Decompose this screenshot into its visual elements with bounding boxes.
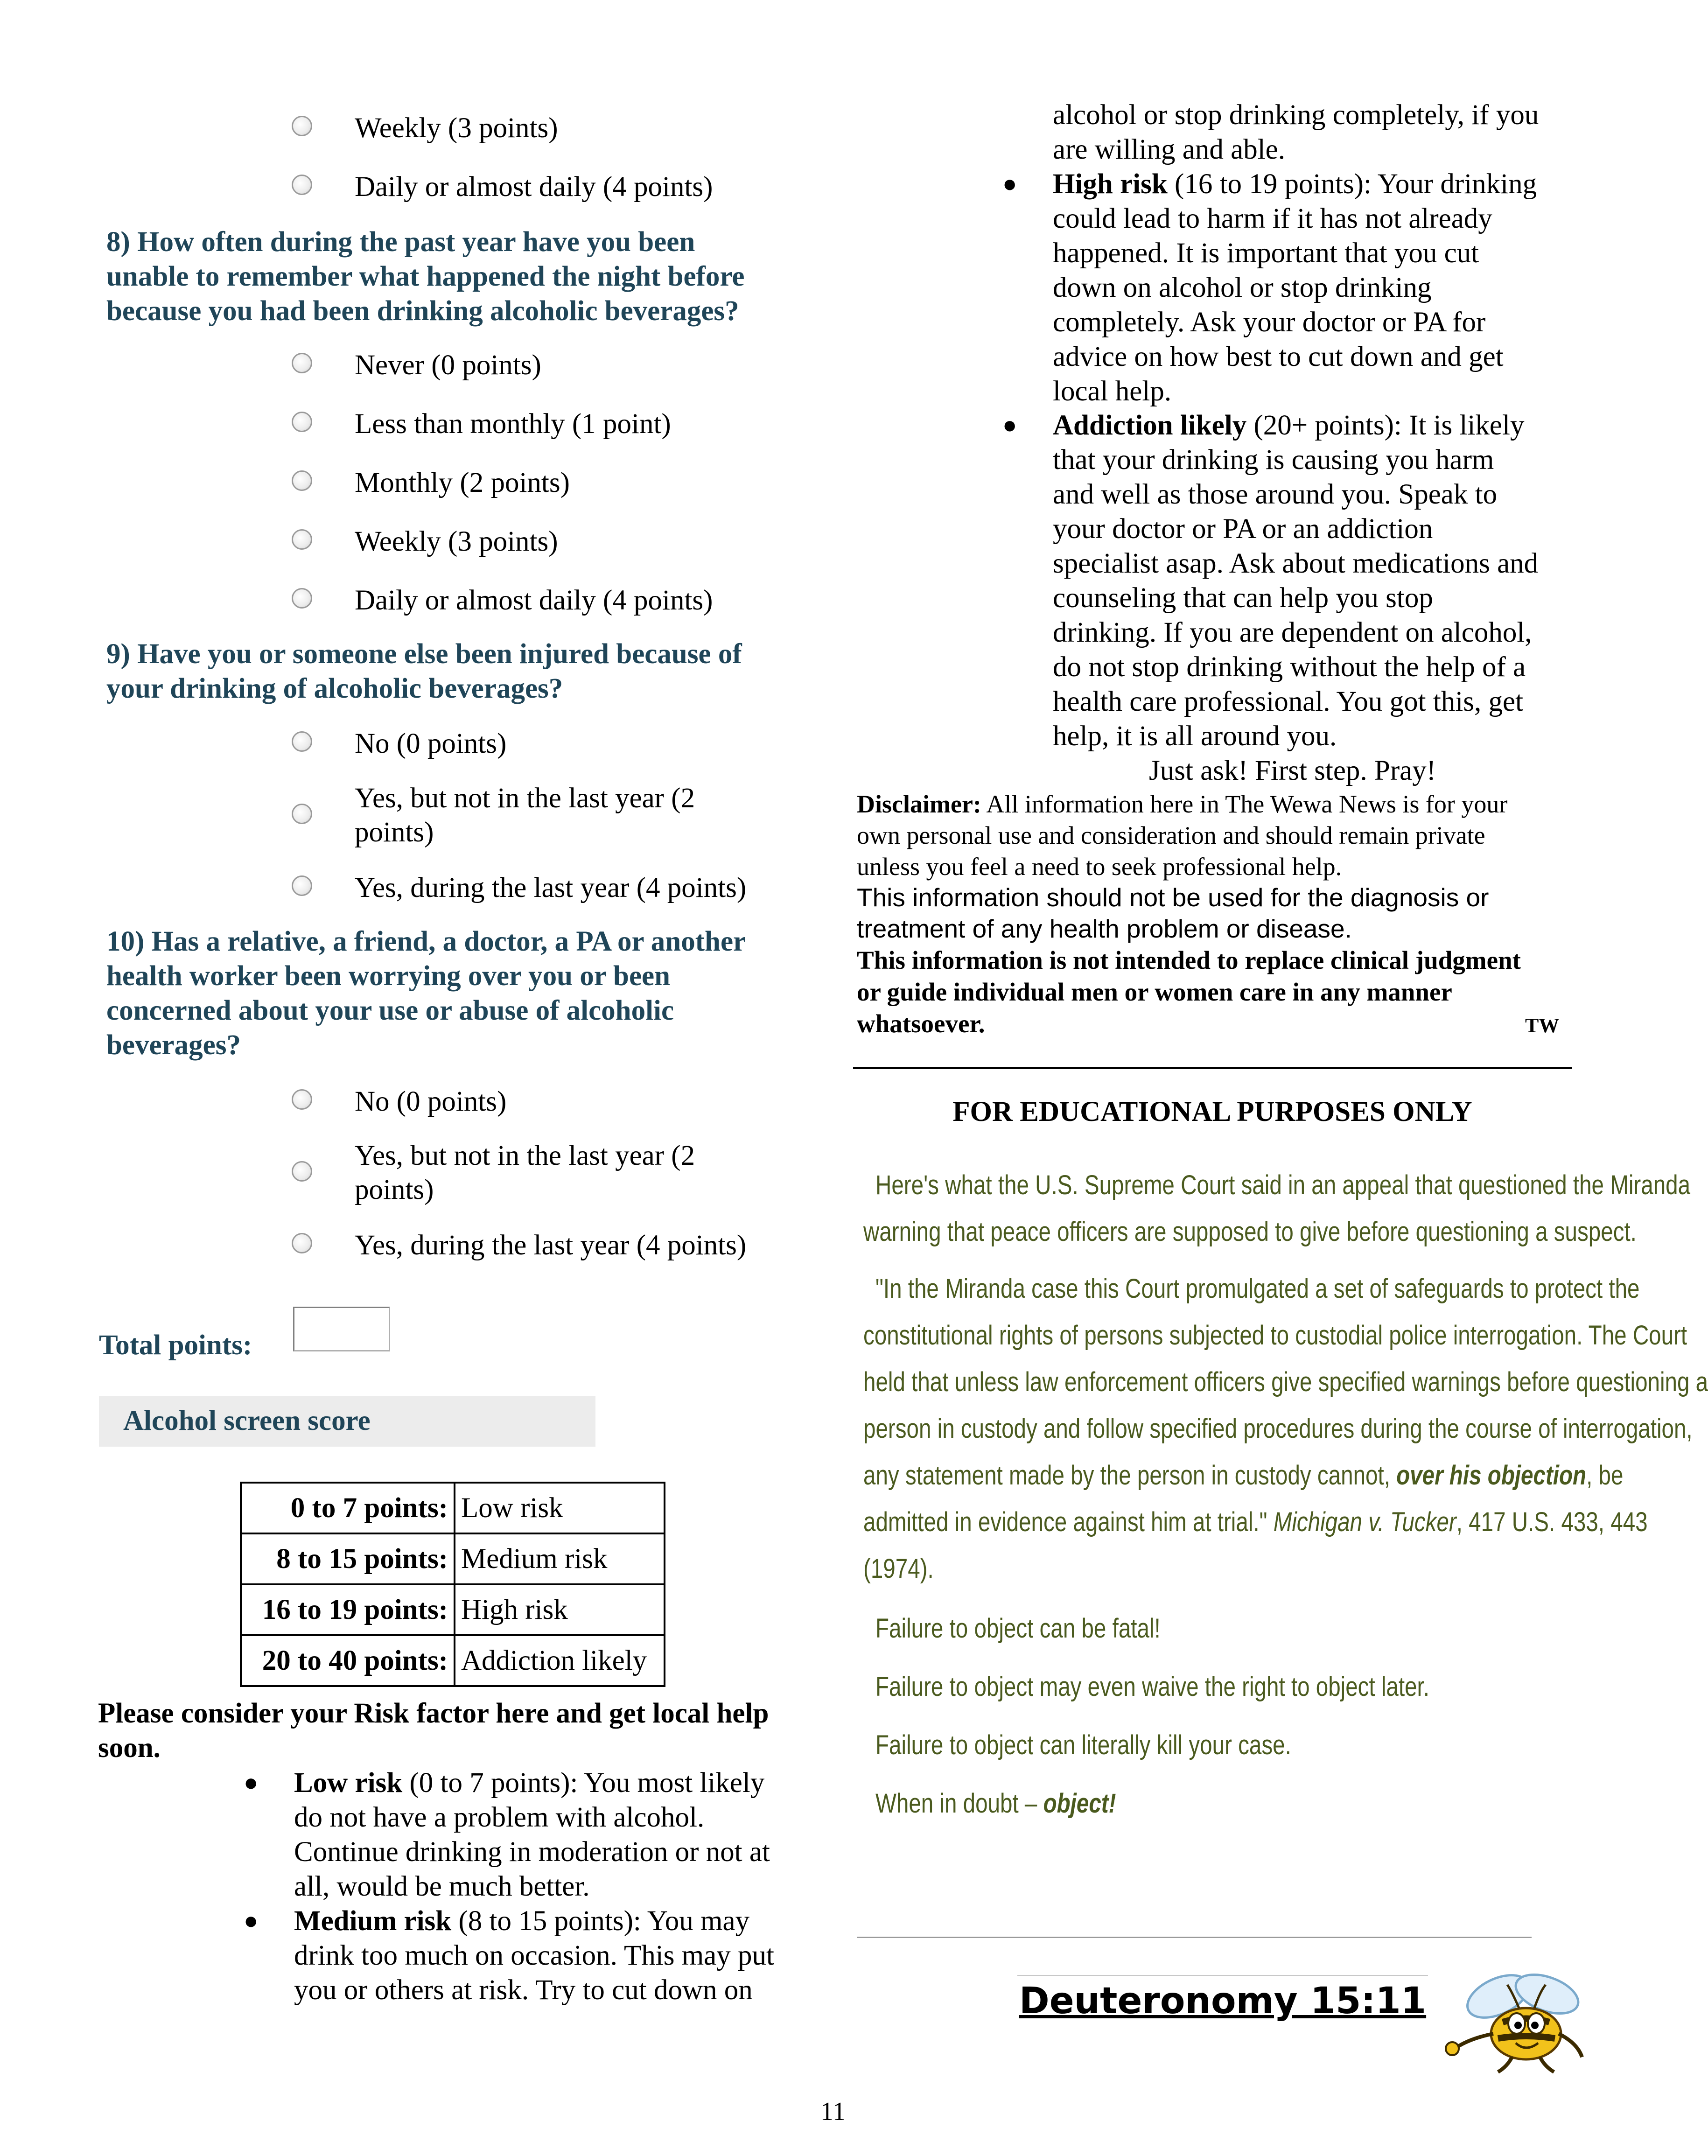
score-header: Alcohol screen score bbox=[123, 1405, 371, 1436]
option-label: Monthly (2 points) bbox=[355, 467, 570, 498]
divider bbox=[853, 1067, 1572, 1069]
image-text-line: When in doubt – object! bbox=[875, 1788, 1116, 1819]
radio-button[interactable] bbox=[292, 353, 312, 373]
radio-button[interactable] bbox=[292, 116, 312, 136]
addiction-likely-item: Addiction likely (20+ points): It is likely that your drinking is causing you harm and well as those around you. Speak to your doctor or PA or an addiction specialist asap. Ask about medications and counseling that can help you stop drinking. If you are dependent on alcohol, do not stop drinking without the help of a health care professional. You got this, get help, it is all around you. bbox=[1053, 410, 1539, 752]
medium-risk-item: Medium risk (8 to 15 points): You may drink too much on occasion. This may put you or others at risk. Try to cut down on bbox=[294, 1905, 774, 2006]
radio-button[interactable] bbox=[292, 175, 312, 195]
just-ask-text: Just ask! First step. Pray! bbox=[1149, 755, 1436, 786]
score-range: 20 to 40 points: bbox=[241, 1635, 455, 1686]
disclaimer: Disclaimer: All information here in The Wewa News is for your own personal use and consideration and should remain private unless you feel a need to seek professional help. bbox=[857, 790, 1508, 881]
radio-button[interactable] bbox=[292, 470, 312, 491]
high-risk-item: High risk (16 to 19 points): Your drinking could lead to harm if it has not already happened. It is important that you cut down on alcohol or stop drinking completely. Ask your doctor or PA for advice on how best to cut down and get local help. bbox=[1053, 168, 1537, 407]
author-initials: TW bbox=[1525, 1014, 1560, 1037]
score-table bbox=[240, 1482, 665, 1687]
low-risk-item: Low risk (0 to 7 points): You most likely do not have a problem with alcohol. Continue drinking in moderation or not at all, would be much better. bbox=[294, 1767, 770, 1902]
image-text-line: any statement made by the person in custody cannot, over his objection, be bbox=[863, 1460, 1624, 1491]
disclaimer-label: Disclaimer: bbox=[857, 790, 981, 818]
radio-button[interactable] bbox=[292, 412, 312, 432]
option-label: Yes, during the last year (4 points) bbox=[355, 872, 747, 903]
image-text-line: held that unless law enforcement officers give specified warnings before questioning a bbox=[863, 1367, 1708, 1397]
score-range: 8 to 15 points: bbox=[241, 1533, 455, 1584]
info-notice: This information should not be used for the diagnosis or treatment of any health problem or disease. bbox=[857, 883, 1489, 943]
radio-button[interactable] bbox=[292, 1089, 312, 1110]
radio-button[interactable] bbox=[292, 529, 312, 550]
score-level: Medium risk bbox=[455, 1533, 665, 1584]
question-9: 9) Have you or someone else been injured because of your drinking of alcoholic beverages? bbox=[106, 638, 742, 704]
bible-verse-link[interactable]: Deuteronomy 15:11 bbox=[1017, 1975, 1428, 2026]
score-level: Addiction likely bbox=[455, 1635, 665, 1686]
image-text-line: Failure to object may even waive the right to object later. bbox=[875, 1672, 1429, 1702]
radio-button[interactable] bbox=[292, 875, 312, 896]
image-text-line: Failure to object can be fatal! bbox=[875, 1613, 1161, 1644]
table-row bbox=[241, 1635, 665, 1686]
image-text-line: Failure to object can literally kill your case. bbox=[875, 1730, 1291, 1760]
option-label: Never (0 points) bbox=[355, 350, 541, 381]
option-label: No (0 points) bbox=[355, 1086, 507, 1117]
option-label: Daily or almost daily (4 points) bbox=[355, 585, 713, 616]
medium-risk-continued: alcohol or stop drinking completely, if you are willing and able. bbox=[1053, 99, 1539, 165]
image-text-line: constitutional rights of persons subjected to custodial police interrogation. The Court bbox=[863, 1320, 1687, 1351]
bullet-icon: ● bbox=[244, 1770, 259, 1796]
question-8: 8) How often during the past year have you been unable to remember what happened the night before because you had been drinking alcoholic beverages? bbox=[106, 226, 745, 327]
score-level: High risk bbox=[455, 1584, 665, 1635]
miranda-image bbox=[857, 1162, 1708, 1848]
clinical-notice: This information is not intended to replace clinical judgment or guide individual men or women care in any manner whatsoever. bbox=[857, 946, 1521, 1038]
total-points-input[interactable] bbox=[293, 1307, 390, 1351]
question-10: 10) Has a relative, a friend, a doctor, a PA or another health worker been worrying over you or been concerned about your use or abuse of alcoholic beverages? bbox=[106, 926, 746, 1061]
bullet-icon: ● bbox=[1002, 171, 1017, 197]
option-label: Weekly (3 points) bbox=[355, 112, 558, 144]
radio-button[interactable] bbox=[292, 731, 312, 752]
option-label: Weekly (3 points) bbox=[355, 526, 558, 557]
score-range: 0 to 7 points: bbox=[241, 1483, 455, 1533]
radio-button[interactable] bbox=[292, 1233, 312, 1253]
educational-title: FOR EDUCATIONAL PURPOSES ONLY bbox=[952, 1096, 1472, 1127]
divider bbox=[857, 1937, 1532, 1938]
score-level: Low risk bbox=[455, 1483, 665, 1533]
image-text-line: admitted in evidence against him at trial." Michigan v. Tucker, 417 U.S. 433, 443 bbox=[863, 1507, 1648, 1537]
score-range: 16 to 19 points: bbox=[241, 1584, 455, 1635]
radio-button[interactable] bbox=[292, 804, 312, 824]
table-row bbox=[241, 1584, 665, 1635]
image-text-line: person in custody and follow specified procedures during the course of interrogation, bbox=[863, 1414, 1693, 1444]
option-label: Yes, but not in the last year (2 points) bbox=[355, 1140, 695, 1205]
option-label: Daily or almost daily (4 points) bbox=[355, 171, 713, 203]
bullet-icon: ● bbox=[1002, 412, 1017, 439]
consider-text: Please consider your Risk factor here and get local help soon. bbox=[98, 1698, 769, 1764]
table-row bbox=[241, 1483, 665, 1533]
score-header-bar bbox=[99, 1396, 595, 1447]
option-label: Yes, but not in the last year (2 points) bbox=[355, 783, 695, 848]
option-label: Yes, during the last year (4 points) bbox=[355, 1230, 747, 1261]
radio-button[interactable] bbox=[292, 1161, 312, 1182]
image-text-line: Here's what the U.S. Supreme Court said in an appeal that questioned the Miranda bbox=[875, 1170, 1691, 1200]
image-text-line: "In the Miranda case this Court promulgated a set of safeguards to protect the bbox=[875, 1274, 1640, 1304]
bee-mascot-icon bbox=[1428, 1968, 1596, 2076]
table-row bbox=[241, 1533, 665, 1584]
image-text-line: (1974). bbox=[863, 1554, 934, 1584]
radio-button[interactable] bbox=[292, 588, 312, 609]
total-points-label: Total points: bbox=[99, 1330, 252, 1361]
option-label: No (0 points) bbox=[355, 728, 507, 759]
image-text-line: warning that peace officers are supposed to give before questioning a suspect. bbox=[863, 1217, 1637, 1247]
bullet-icon: ● bbox=[244, 1908, 259, 1934]
page-number: 11 bbox=[820, 2097, 846, 2126]
option-label: Less than monthly (1 point) bbox=[355, 408, 671, 440]
